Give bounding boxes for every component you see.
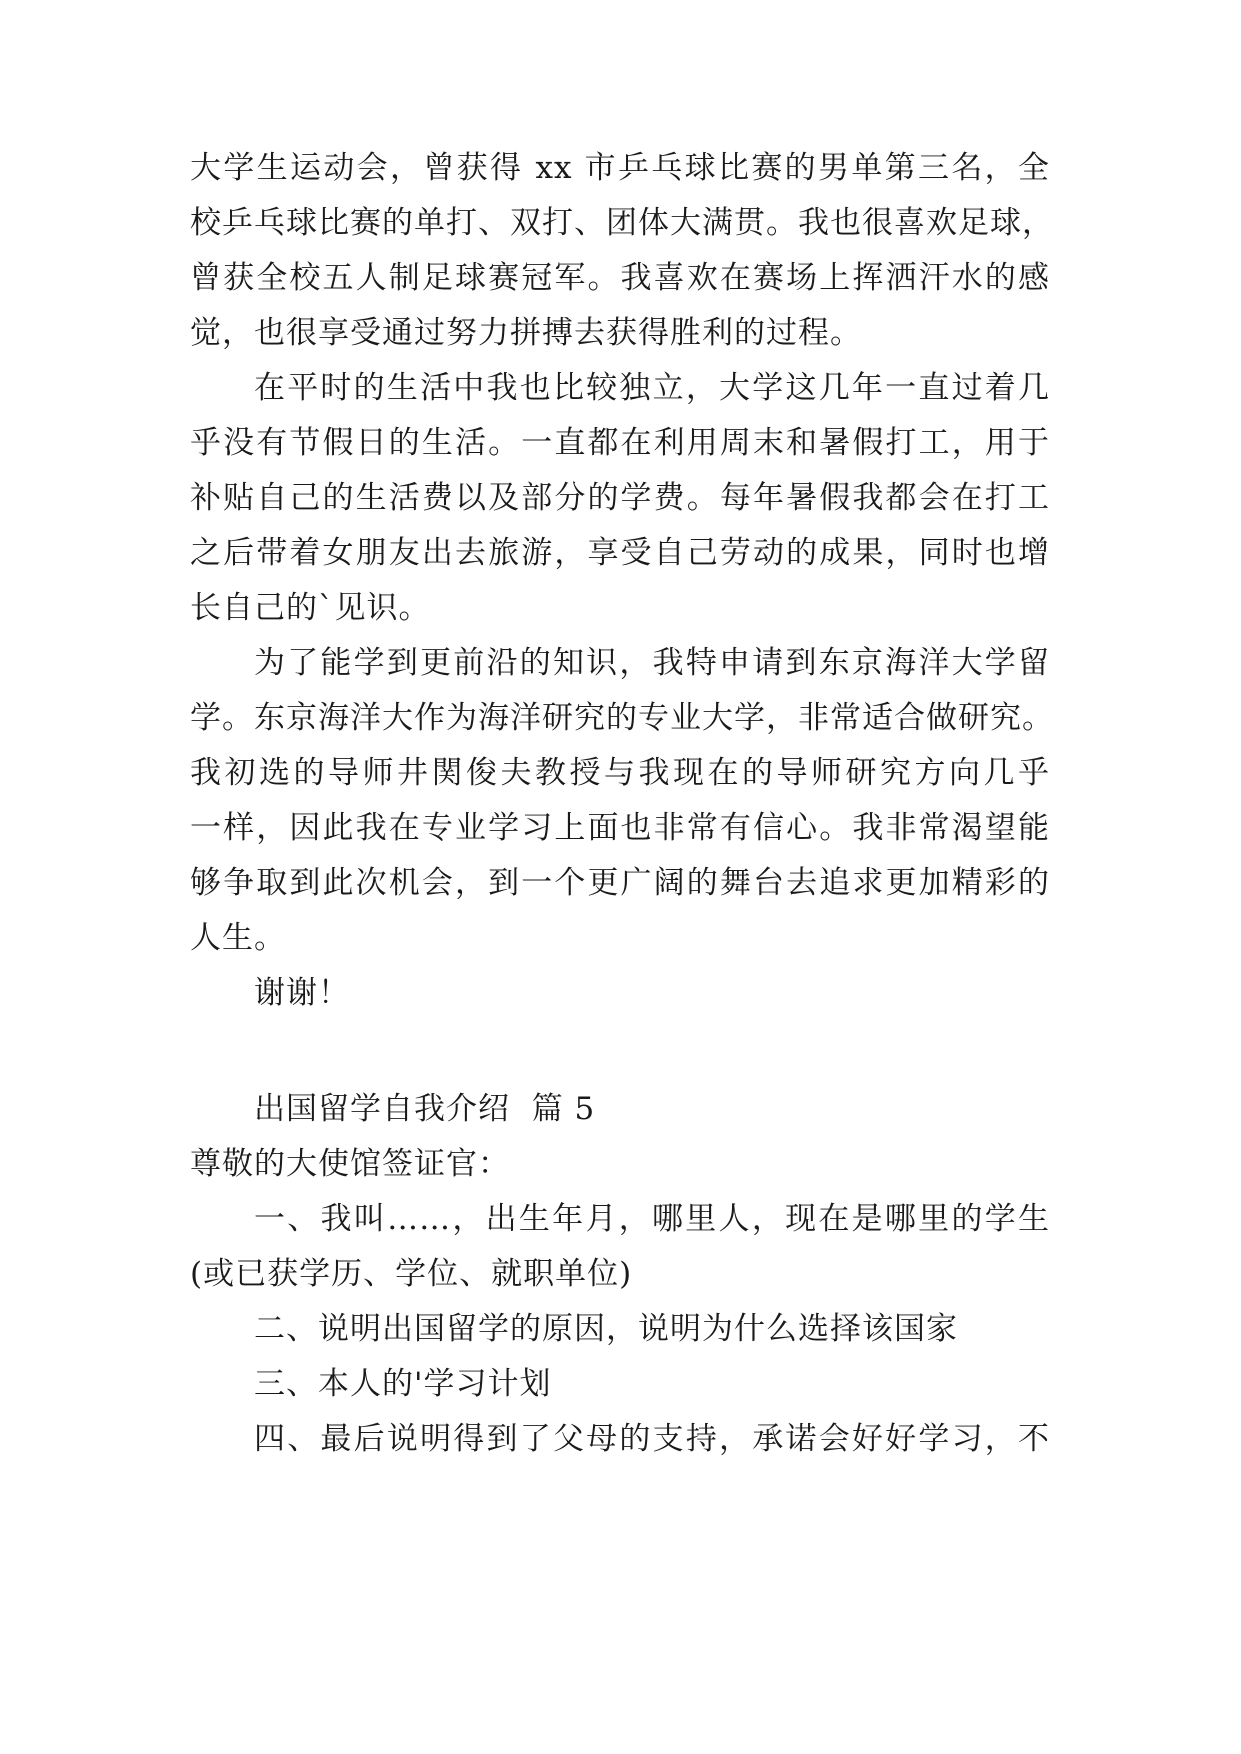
paragraph-line: 够争取到此次机会，到一个更广阔的舞台去追求更加精彩的 [190, 865, 1050, 901]
salutation: 尊敬的大使馆签证官： [190, 1146, 510, 1182]
paragraph-line: 在平时的生活中我也比较独立，大学这几年一直过着几 [254, 370, 1050, 406]
paragraph-line: 长自己的`见识。 [190, 590, 431, 626]
paragraph-line: 大学生运动会，曾获得 xx 市乒乓球比赛的男单第三名，全 [190, 150, 1050, 186]
list-item: 二、说明出国留学的原因，说明为什么选择该国家 [254, 1311, 958, 1347]
list-item: 四、最后说明得到了父母的支持，承诺会好好学习，不 [254, 1421, 1050, 1457]
paragraph-line: 我初选的导师井関俊夫教授与我现在的导师研究方向几乎 [190, 755, 1050, 791]
list-item: 一、我叫……，出生年月，哪里人，现在是哪里的学生 [254, 1201, 1050, 1237]
list-item: 三、本人的'学习计划 [254, 1366, 552, 1402]
list-item-continuation: (或已获学历、学位、就职单位) [190, 1256, 633, 1292]
paragraph-line: 补贴自己的生活费以及部分的学费。每年暑假我都会在打工 [190, 480, 1050, 516]
paragraph-line: 乎没有节假日的生活。一直都在利用周末和暑假打工，用于 [190, 425, 1050, 461]
closing-thanks: 谢谢！ [254, 975, 350, 1011]
paragraph-line: 觉，也很享受通过努力拼搏去获得胜利的过程。 [190, 315, 862, 351]
paragraph-line: 校乒乓球比赛的单打、双打、团体大满贯。我也很喜欢足球， [190, 205, 1054, 241]
paragraph-line: 曾获全校五人制足球赛冠军。我喜欢在赛场上挥洒汗水的感 [190, 260, 1050, 296]
paragraph-line: 为了能学到更前沿的知识，我特申请到东京海洋大学留 [254, 645, 1050, 681]
paragraph-line: 一样，因此我在专业学习上面也非常有信心。我非常渴望能 [190, 810, 1050, 846]
paragraph-line: 学。东京海洋大作为海洋研究的专业大学，非常适合做研究。 [190, 700, 1054, 736]
section-title: 出国留学自我介绍 篇 5 [254, 1091, 596, 1127]
paragraph-line: 之后带着女朋友出去旅游，享受自己劳动的成果，同时也增 [190, 535, 1050, 571]
paragraph-line: 人生。 [190, 920, 286, 956]
